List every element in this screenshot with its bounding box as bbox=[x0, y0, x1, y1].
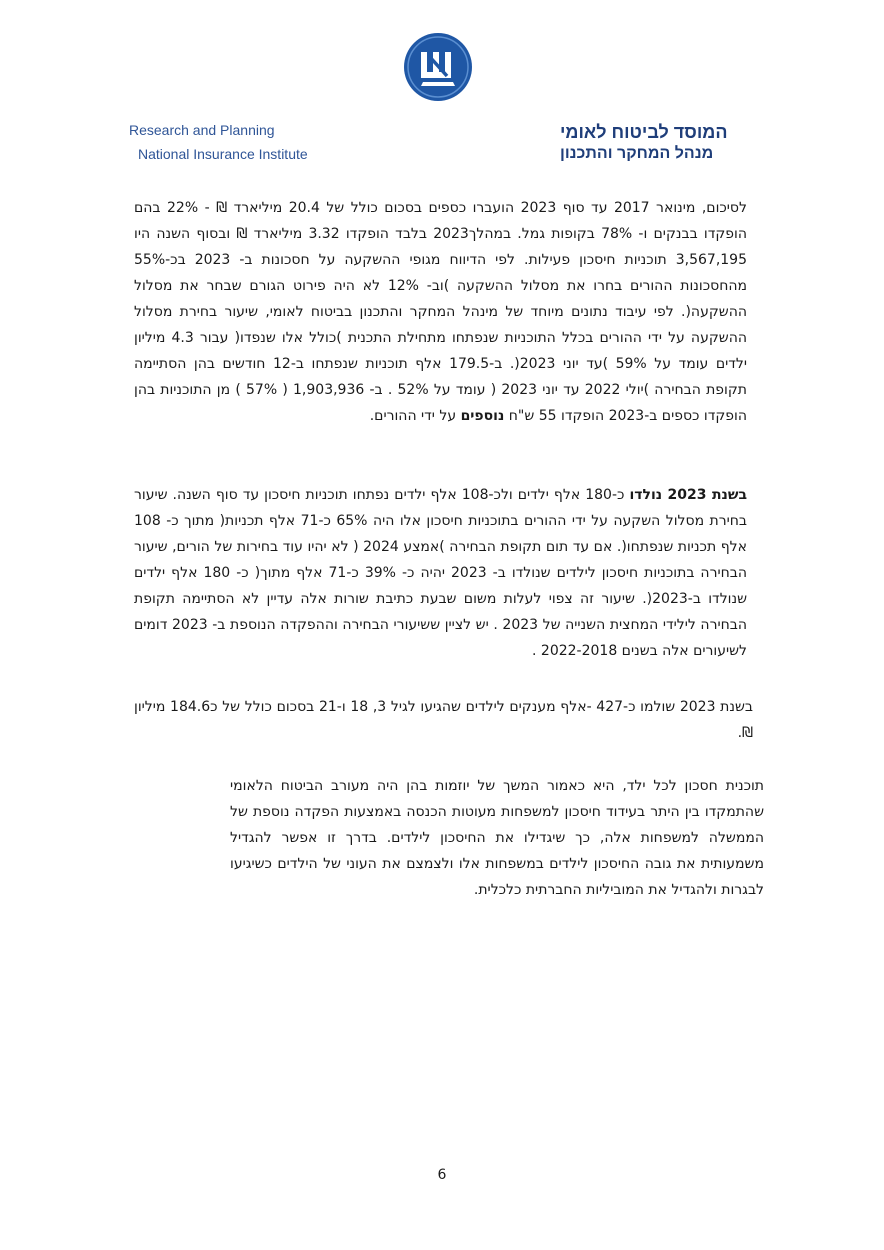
header-institute-he: המוסד לביטוח לאומי bbox=[560, 122, 728, 142]
header-institute-en: National Insurance Institute bbox=[138, 146, 308, 162]
paragraph-2023-births-bold: בשנת 2023 נולדו bbox=[629, 487, 748, 503]
paragraph-summary-end: על ידי ההורים. bbox=[369, 408, 457, 424]
paragraph-summary-text: לסיכום, מינואר 2017 עד סוף 2023 הועברו כספים בסכום כולל של 20.4 מיליארד ₪ - 22% בהם הופקדו בבנקים ו- 78% בקופות גמל. במהלך2023 בלבד הופקדו 3.32 מיליארד ₪ ובסוף השנה היו 3,567,195 תוכניות חיסכון פעילות. לפי הדיווח מגופי ההשקעה על חסכונות ב- 2023 בכ-55% מהחסכונות ההורים בחרו את מסלול ההשקעה )וב- 12% לא היה פירוט הגורם שבחר את מסלול ההשקעה(. לפי עיבוד נתונים מיוחד של מינהל המחקר והתכנון בביטוח לאומי, שיעור בחירת מסלול ההשקעה על ידי ההורים בכלל התוכניות שנפתחו מתחילת התכנית )כולל אלו שנפדו( עבור 4.3 מיליון ילדים עומד על 59% )עד יוני 2023(. ב-179.5 אלף תוכניות שנפתחו ב-12 חודשים בהן הסתיימה תקופת הבחירה )יולי 2022 עד יוני 2023 ( עומד על 52% . ב- 1,903,936 ( 57% ) מן התוכניות בהן הופקדו כספים ב-2023 הופקדו 55 ש"ח bbox=[134, 200, 748, 424]
paragraph-summary-bold: נוספים bbox=[460, 408, 505, 424]
paragraph-grants: בשנת 2023 שולמו כ-427 -אלף מענקים לילדים שהגיעו לגיל 3, 18 ו-21 בסכום כולל של כ184.6 מיליון ₪. bbox=[134, 699, 753, 741]
paragraph-2023-births-text: כ-180 אלף ילדים ולכ-108 אלף ילדים נפתחו תוכניות חיסכון עד סוף השנה. שיעור בחירת מסלול השקעה על ידי ההורים בתוכניות חיסכון אלו היה 65% כ-71 אלף תכניות( מתוך כ- 108 אלף תכניות שנפתחו(. אם עד תום תקופת הבחירה )אמצע 2024 ( לא יהיו עוד בחירות של הורים, שיעור הבחירה בתוכניות חיסכון לילדים שנולדו ב- 2023 יהיה כ- 39% כ-71 אלף מתוך( כ- 180 אלף ילדים שנולדו ב-2023(. שיעור זה צפוי לעלות משום שבעת כתיבת שורות אלה עדיין לא הסתיימה תקופת הבחירה לילידי המחצית השנייה של 2023 . יש לציין ששיעורי הבחירה וההפקדה הנוספת ב- 2023 דומים לשיעורים אלה בשנים 2022-2018 . bbox=[134, 487, 748, 659]
header-directorate-he: מנהל המחקר והתכנון bbox=[560, 145, 714, 162]
paragraph-summary bbox=[134, 195, 747, 429]
paragraph-program-context: תוכנית חסכון לכל ילד, היא כאמור המשך של יוזמות בהן היה מעורב הביטוח הלאומי שהתמקדו בין היתר בעידוד חיסכון למשפחות מעוטות הכנסה באמצעות הפקדה נוספת של הממשלה למשפחות אלה, כך שיגדילו את החיסכון לילדים. בדרך זו אפשר להגדיל משמעותית את גובה החיסכון לילדים במשפחות אלו ולצמצם את העוני של הילדים כשיגיעו לבגרות ולהגדיל את המוביליות החברתית כלכלית. bbox=[230, 778, 764, 898]
national-insurance-logo-icon bbox=[403, 32, 473, 102]
header-research-planning: Research and Planning bbox=[129, 122, 275, 138]
paragraph-2023-births bbox=[134, 482, 747, 664]
page-number: 6 bbox=[437, 1167, 447, 1183]
